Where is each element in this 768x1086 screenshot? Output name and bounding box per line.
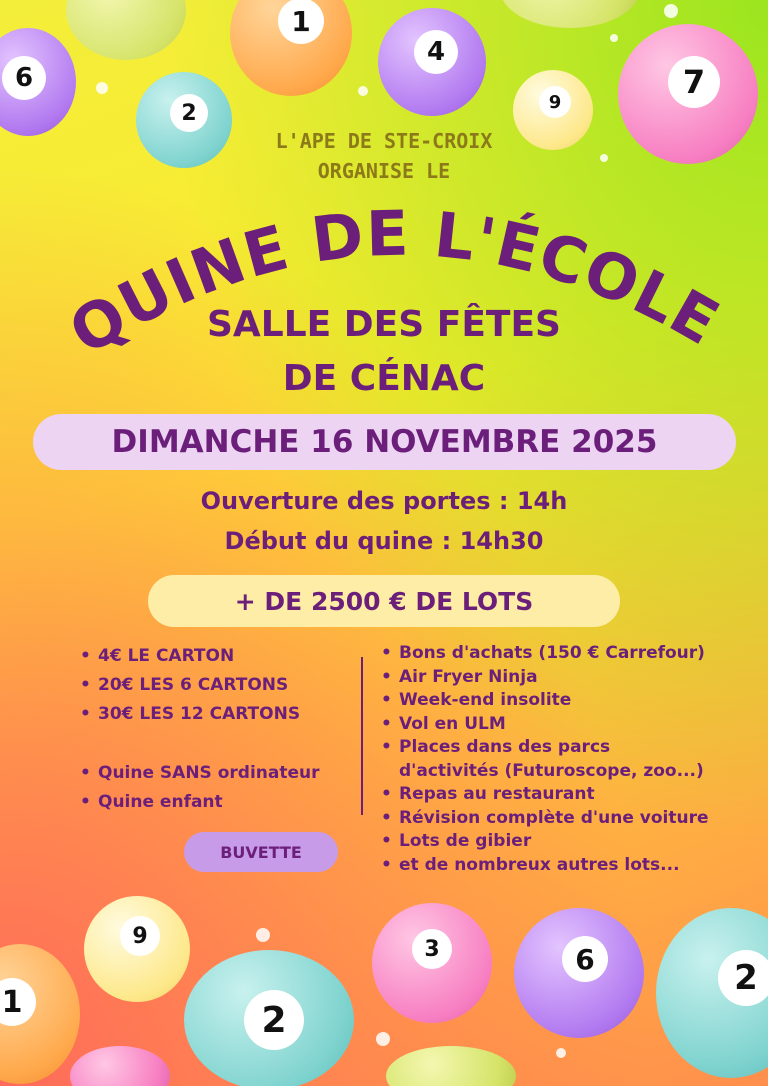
schedule — [0, 481, 768, 561]
prize-banner-text: + DE 2500 € DE LOTS — [234, 586, 534, 616]
buvette-label: BUVETTE — [220, 842, 302, 862]
sparkle-dot — [610, 34, 618, 42]
event-title-text: QUINE DE L'ÉCOLE — [56, 196, 732, 370]
bingo-ball — [514, 908, 644, 1038]
start-time: Début du quine : 14h30 — [224, 527, 544, 555]
sparkle-dot — [664, 4, 678, 18]
ball-number: 3 — [412, 929, 452, 969]
bingo-ball — [230, 0, 352, 96]
bingo-ball — [0, 28, 76, 136]
list-item: • Air Fryer Ninja — [379, 666, 759, 690]
prizes-list — [379, 642, 759, 877]
bingo-ball — [0, 944, 80, 1084]
bingo-ball-decoration — [66, 0, 186, 60]
sparkle-dot — [376, 1032, 390, 1046]
bingo-ball — [84, 896, 190, 1002]
bingo-ball-decoration — [500, 0, 640, 28]
prize-banner — [148, 575, 620, 627]
venue-line-1: SALLE DES FÊTES — [207, 304, 561, 345]
list-item: • et de nombreux autres lots... — [379, 854, 759, 878]
list-item: • 20€ LES 6 CARTONS — [78, 671, 320, 700]
list-item: • Bons d'achats (150 € Carrefour) — [379, 642, 759, 666]
intro-line-1: L'APE DE STE-CROIX — [275, 129, 493, 153]
event-date-text: DIMANCHE 16 NOVEMBRE 2025 — [111, 424, 658, 460]
ball-number: 6 — [562, 936, 608, 982]
list-item: • Lots de gibier — [379, 830, 759, 854]
list-item: • Repas au restaurant — [379, 783, 759, 807]
doors-time: Ouverture des portes : 14h — [200, 487, 568, 515]
ball-number: 2 — [244, 990, 304, 1050]
venue-line-2: DE CÉNAC — [282, 358, 486, 399]
ball-number: 6 — [2, 56, 46, 100]
organizer-intro — [0, 126, 768, 186]
list-item: • Places dans des parcs — [379, 736, 759, 760]
column-divider — [361, 657, 363, 815]
ball-number: 2 — [718, 950, 768, 1006]
list-item: • Révision complète d'une voiture — [379, 807, 759, 831]
sparkle-dot — [358, 86, 368, 96]
list-item: d'activités (Futuroscope, zoo...) — [399, 760, 704, 781]
list-item: • Quine enfant — [78, 788, 320, 817]
ball-number: 2 — [170, 94, 208, 132]
pricing-list — [78, 642, 320, 817]
ball-number: 1 — [0, 978, 36, 1026]
sparkle-dot — [256, 928, 270, 942]
ball-number: 4 — [414, 30, 458, 74]
ball-number: 9 — [539, 86, 571, 118]
list-item: • 30€ LES 12 CARTONS — [78, 700, 320, 729]
intro-line-2: ORGANISE LE — [317, 159, 451, 183]
list-item: • Week-end insolite — [379, 689, 759, 713]
bingo-ball-decoration — [70, 1046, 170, 1086]
ball-number: 1 — [278, 0, 324, 44]
bingo-ball — [656, 908, 768, 1078]
list-item: • 4€ LE CARTON — [78, 642, 320, 671]
event-date — [33, 414, 736, 470]
bingo-ball — [378, 8, 486, 116]
bingo-ball — [372, 903, 492, 1023]
ball-number: 7 — [668, 56, 720, 108]
bingo-ball-decoration — [386, 1046, 516, 1086]
venue — [0, 298, 768, 406]
list-item: • Quine SANS ordinateur — [78, 759, 320, 788]
buvette-badge — [184, 832, 338, 872]
list-item: • Vol en ULM — [379, 713, 759, 737]
sparkle-dot — [96, 82, 108, 94]
sparkle-dot — [556, 1048, 566, 1058]
ball-number: 9 — [120, 916, 160, 956]
bingo-ball — [184, 950, 354, 1086]
